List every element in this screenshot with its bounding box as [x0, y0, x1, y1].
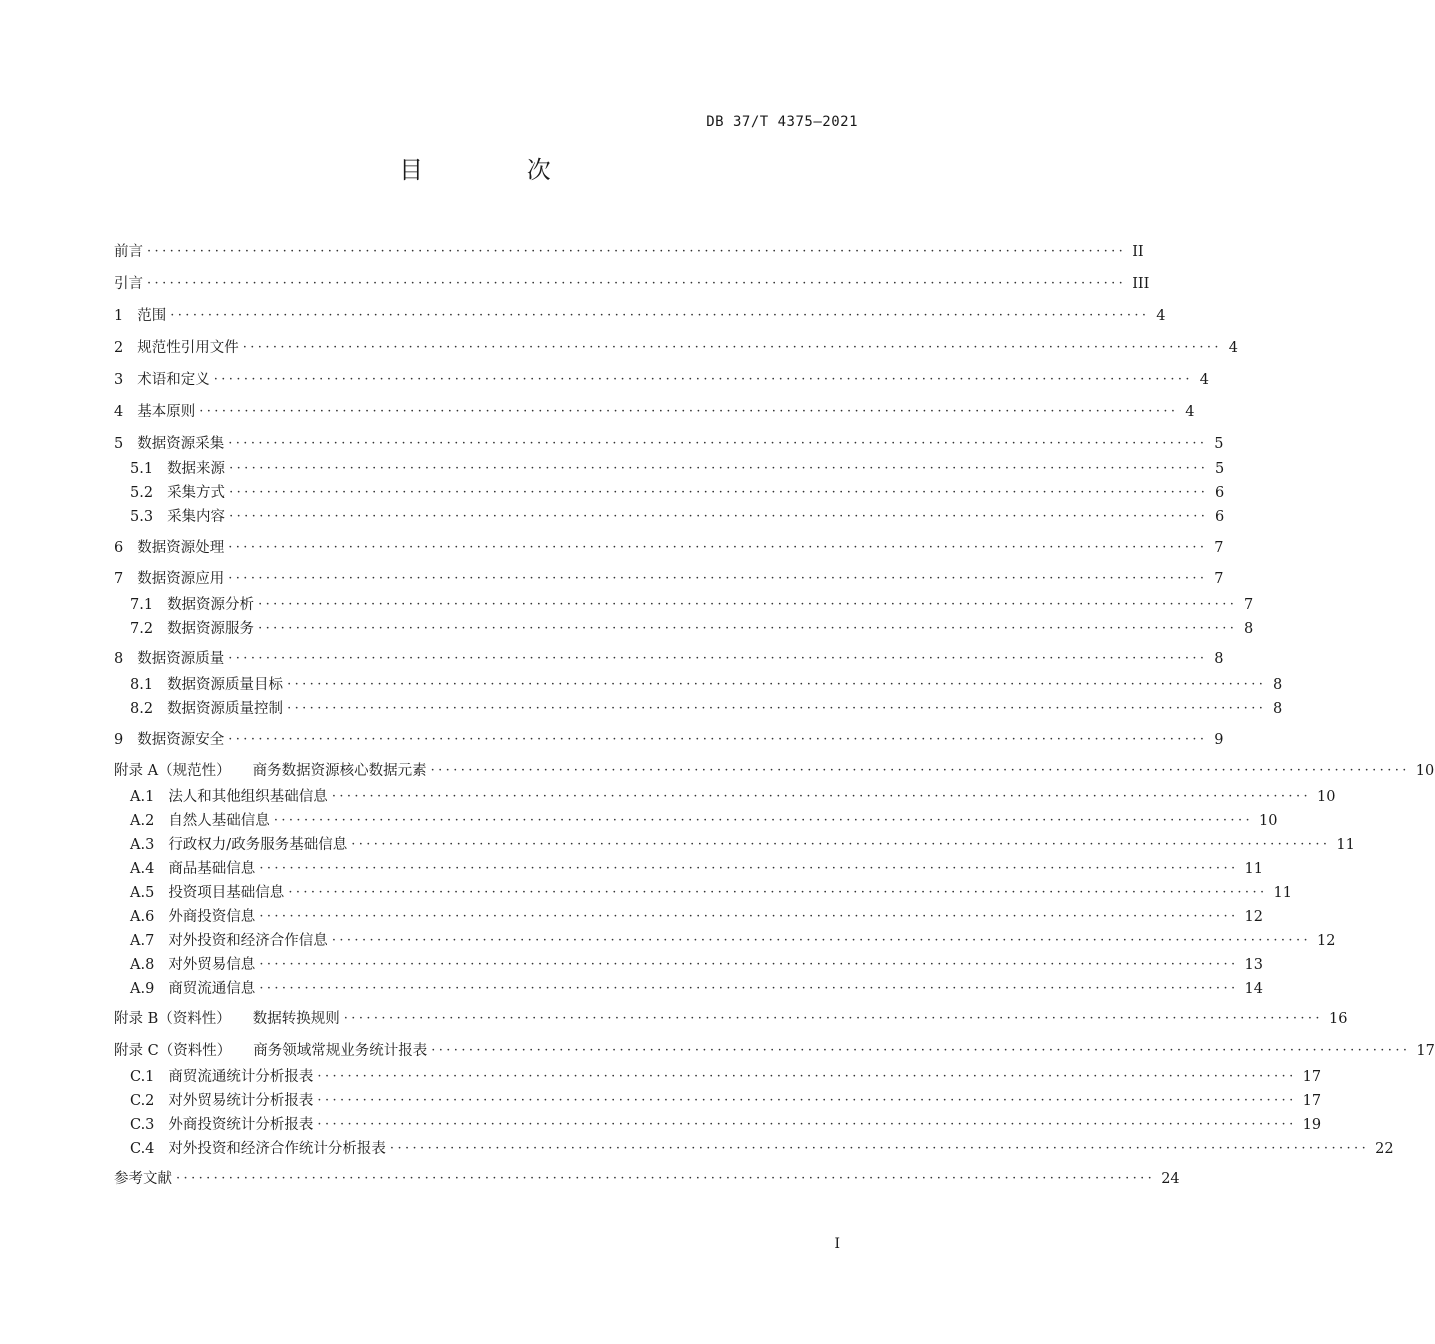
dot-leader: ·································································································································· [287, 701, 1267, 716]
toc-entry-number: 1 [114, 308, 124, 324]
dot-leader: ·································································································································· [147, 276, 1127, 291]
dot-leader: ·································································································································· [258, 597, 1238, 612]
dot-leader: ·································································································································· [317, 1117, 1297, 1132]
toc-entry-label: 外商投资信息 [168, 909, 256, 925]
toc-entry-page: 13 [1244, 957, 1263, 973]
toc-entry-number: A.1 [130, 789, 155, 805]
toc-entry-page: 16 [1328, 1011, 1348, 1027]
dot-leader: ·································································································································· [147, 244, 1127, 259]
toc-entry-label: 基本原则 [137, 404, 196, 420]
toc-entry-page: 4 [1199, 372, 1209, 388]
toc-entry-page: 8 [1214, 651, 1224, 667]
toc-entry-number: 5.2 [130, 485, 154, 501]
toc-entry[interactable] [130, 881, 1292, 903]
toc-entry-number: A.6 [130, 909, 155, 925]
toc-entry-number: C.4 [130, 1141, 155, 1157]
dot-leader: ·································································································································· [199, 404, 1179, 419]
toc-entry-page: II [1132, 244, 1144, 260]
toc-entry[interactable] [130, 505, 1225, 527]
toc-entry-number: 8 [114, 651, 124, 667]
page-title: 目 次 [399, 156, 599, 184]
toc-entry-number: C.1 [130, 1069, 155, 1085]
dot-leader: ·································································································································· [259, 861, 1239, 876]
toc-entry-label: 引言 [114, 276, 143, 292]
toc-entry-number: 7.2 [130, 621, 154, 637]
toc-entry[interactable] [114, 647, 1224, 669]
page-number: I [834, 1236, 840, 1252]
toc-entry-label: 采集方式 [167, 485, 226, 501]
toc-entry[interactable] [130, 617, 1254, 639]
toc-entry[interactable] [130, 857, 1263, 879]
toc-entry-page: 8 [1273, 677, 1283, 693]
toc-entry-page: 11 [1273, 885, 1292, 901]
toc-entry[interactable] [114, 304, 1166, 326]
dot-leader: ·································································································································· [343, 1011, 1323, 1026]
dot-leader: ·································································································································· [228, 436, 1208, 451]
toc-entry-label: 采集内容 [167, 509, 226, 525]
toc-entry-page: 19 [1302, 1117, 1322, 1133]
toc-entry[interactable] [130, 481, 1225, 503]
dot-leader: ·································································································································· [170, 308, 1150, 323]
toc-entry-number: A.2 [130, 813, 155, 829]
toc-entry-label: 数据来源 [167, 461, 226, 477]
toc-entry-label: 商贸流通信息 [168, 981, 256, 997]
toc-entry-number: A.8 [130, 957, 155, 973]
toc-entry-number: 5 [114, 436, 124, 452]
dot-leader: ·································································································································· [331, 933, 1312, 948]
dot-leader: ·································································································································· [228, 540, 1208, 555]
toc-entry-label: 行政权力/政务服务基础信息 [168, 837, 348, 853]
toc-entry-label: 对外投资和经济合作信息 [168, 933, 328, 949]
toc-entry-label: 商务领域常规业务统计报表 [253, 1043, 428, 1059]
toc-entry-page: 7 [1244, 597, 1254, 613]
toc-entry[interactable] [114, 567, 1224, 589]
toc-entry-label: 数据转换规则 [252, 1011, 340, 1027]
toc-entry-page: 10 [1317, 789, 1336, 805]
toc-entry[interactable] [130, 785, 1336, 807]
toc-entry[interactable] [114, 1007, 1348, 1029]
toc-entry-number: 4 [114, 404, 124, 420]
toc-entry-page: 5 [1215, 461, 1225, 477]
toc-entry[interactable] [130, 905, 1263, 927]
toc-entry-label: 数据资源应用 [137, 571, 225, 587]
toc-entry[interactable] [130, 457, 1225, 479]
toc-entry-label: 数据资源质量目标 [167, 677, 284, 693]
toc-entry-label: 范围 [137, 308, 167, 324]
toc-entry[interactable] [114, 536, 1224, 558]
toc-entry[interactable] [130, 1065, 1322, 1087]
dot-leader: ·································································································································· [228, 732, 1208, 747]
toc-entry-page: III [1132, 276, 1150, 292]
toc-entry-page: 4 [1228, 340, 1238, 356]
toc-entry[interactable] [114, 759, 1435, 781]
toc-entry[interactable] [130, 833, 1355, 855]
toc-entry-page: 4 [1185, 404, 1195, 420]
toc-entry-page: 5 [1214, 436, 1224, 452]
toc-entry-number: A.9 [130, 981, 155, 997]
toc-entry-label: 规范性引用文件 [137, 340, 239, 356]
toc-entry[interactable] [130, 593, 1254, 615]
toc-entry[interactable] [130, 673, 1283, 695]
toc-entry-label: 商贸流通统计分析报表 [168, 1069, 314, 1085]
toc-entry-label: 对外贸易信息 [168, 957, 256, 973]
toc-entry[interactable] [114, 432, 1224, 454]
toc-entry[interactable] [114, 400, 1195, 422]
toc-entry-number: 8.2 [130, 701, 154, 717]
toc-entry-label: 数据资源分析 [167, 597, 255, 613]
dot-leader: ·································································································································· [317, 1069, 1297, 1084]
toc-entry-page: 22 [1375, 1141, 1394, 1157]
toc-entry[interactable] [114, 368, 1209, 390]
toc-entry-number: 2 [114, 340, 124, 356]
dot-leader: ·································································································································· [229, 485, 1209, 500]
dot-leader: ·································································································································· [430, 763, 1410, 778]
toc-entry-number: C.3 [130, 1117, 155, 1133]
toc-entry-page: 7 [1214, 571, 1224, 587]
dot-leader: ·································································································································· [351, 837, 1331, 852]
toc-entry[interactable] [130, 929, 1336, 951]
toc-entry-page: 8 [1244, 621, 1254, 637]
dot-leader: ·································································································································· [273, 813, 1254, 828]
toc-entry-label: 自然人基础信息 [168, 813, 270, 829]
toc-entry[interactable] [114, 272, 1150, 294]
toc-entry[interactable] [130, 1113, 1322, 1135]
toc-entry[interactable] [130, 977, 1263, 999]
toc-entry-label: 数据资源安全 [137, 732, 225, 748]
toc-entry-label: 外商投资统计分析报表 [168, 1117, 314, 1133]
dot-leader: ·································································································································· [287, 677, 1267, 692]
toc-entry-label: 对外贸易统计分析报表 [168, 1093, 314, 1109]
dot-leader: ·································································································································· [258, 621, 1238, 636]
toc-entry-page: 17 [1302, 1093, 1322, 1109]
dot-leader: ·································································································································· [259, 981, 1239, 996]
toc-entry-page: 12 [1317, 933, 1336, 949]
toc-entry-label: 术语和定义 [137, 372, 210, 388]
toc-entry-page: 4 [1156, 308, 1166, 324]
toc-entry-number: 8.1 [130, 677, 154, 693]
toc-entry-number: 5.1 [130, 461, 154, 477]
toc-entry-number: 附录 A（规范性） [114, 763, 231, 779]
toc-entry-page: 11 [1244, 861, 1263, 877]
toc-entry-page: 10 [1415, 763, 1435, 779]
dot-leader: ·································································································································· [176, 1171, 1156, 1186]
toc-entry[interactable] [130, 1137, 1394, 1159]
toc-entry-number: 5.3 [130, 509, 154, 525]
dot-leader: ·································································································································· [331, 789, 1312, 804]
toc-entry-label: 数据资源采集 [137, 436, 225, 452]
toc-entry-label: 数据资源处理 [137, 540, 225, 556]
toc-entry-number: 附录 B（资料性） [114, 1011, 231, 1027]
dot-leader: ·································································································································· [242, 340, 1222, 355]
toc-entry-number: A.3 [130, 837, 155, 853]
toc-entry-page: 12 [1244, 909, 1263, 925]
toc-entry-page: 14 [1244, 981, 1263, 997]
toc-entry-number: A.4 [130, 861, 155, 877]
dot-leader: ·································································································································· [288, 885, 1268, 900]
toc-entry[interactable] [114, 1039, 1435, 1061]
toc-entry-label: 商务数据资源核心数据元素 [252, 763, 427, 779]
dot-leader: ·································································································································· [213, 372, 1193, 387]
toc-entry-number: 9 [114, 732, 124, 748]
toc-entry-page: 6 [1215, 509, 1225, 525]
toc-entry[interactable] [114, 1167, 1180, 1189]
toc-entry[interactable] [114, 728, 1224, 750]
toc-entry-number: C.2 [130, 1093, 155, 1109]
dot-leader: ·································································································································· [259, 909, 1239, 924]
toc-entry-number: 7 [114, 571, 124, 587]
dot-leader: ·································································································································· [389, 1141, 1370, 1156]
toc-entry-page: 6 [1215, 485, 1225, 501]
toc-entry-number: A.7 [130, 933, 155, 949]
toc-entry-number: 7.1 [130, 597, 154, 613]
dot-leader: ·································································································································· [259, 957, 1239, 972]
toc-entry-number: 6 [114, 540, 124, 556]
toc-entry-label: 对外投资和经济合作统计分析报表 [168, 1141, 386, 1157]
toc-entry[interactable] [130, 809, 1278, 831]
toc-entry-label: 参考文献 [114, 1171, 172, 1187]
toc-entry-label: 投资项目基础信息 [168, 885, 285, 901]
toc-entry-label: 数据资源服务 [167, 621, 255, 637]
toc-entry[interactable] [114, 240, 1144, 262]
dot-leader: ·································································································································· [229, 461, 1209, 476]
toc-entry[interactable] [130, 697, 1283, 719]
dot-leader: ·································································································································· [317, 1093, 1297, 1108]
dot-leader: ·································································································································· [431, 1043, 1411, 1058]
dot-leader: ·································································································································· [228, 651, 1208, 666]
toc-entry-page: 10 [1259, 813, 1278, 829]
toc-entry-page: 11 [1336, 837, 1355, 853]
toc-entry-label: 数据资源质量 [137, 651, 225, 667]
dot-leader: ·································································································································· [229, 509, 1209, 524]
toc-entry-number: A.5 [130, 885, 155, 901]
toc-entry-page: 24 [1161, 1171, 1180, 1187]
toc-entry-page: 9 [1214, 732, 1224, 748]
toc-entry[interactable] [114, 336, 1238, 358]
toc-entry-number: 附录 C（资料性） [114, 1043, 232, 1059]
toc-entry[interactable] [130, 1089, 1322, 1111]
toc-entry-page: 8 [1273, 701, 1283, 717]
toc-entry-label: 数据资源质量控制 [167, 701, 284, 717]
toc-entry-label: 前言 [114, 244, 143, 260]
dot-leader: ·································································································································· [228, 571, 1208, 586]
toc-entry-label: 商品基础信息 [168, 861, 256, 877]
toc-entry-page: 17 [1302, 1069, 1322, 1085]
toc-entry-label: 法人和其他组织基础信息 [168, 789, 328, 805]
toc-entry-page: 17 [1416, 1043, 1435, 1059]
toc-entry-page: 7 [1214, 540, 1224, 556]
document-code: DB 37/T 4375—2021 [706, 114, 858, 130]
toc-entry[interactable] [130, 953, 1263, 975]
toc-entry-number: 3 [114, 372, 124, 388]
